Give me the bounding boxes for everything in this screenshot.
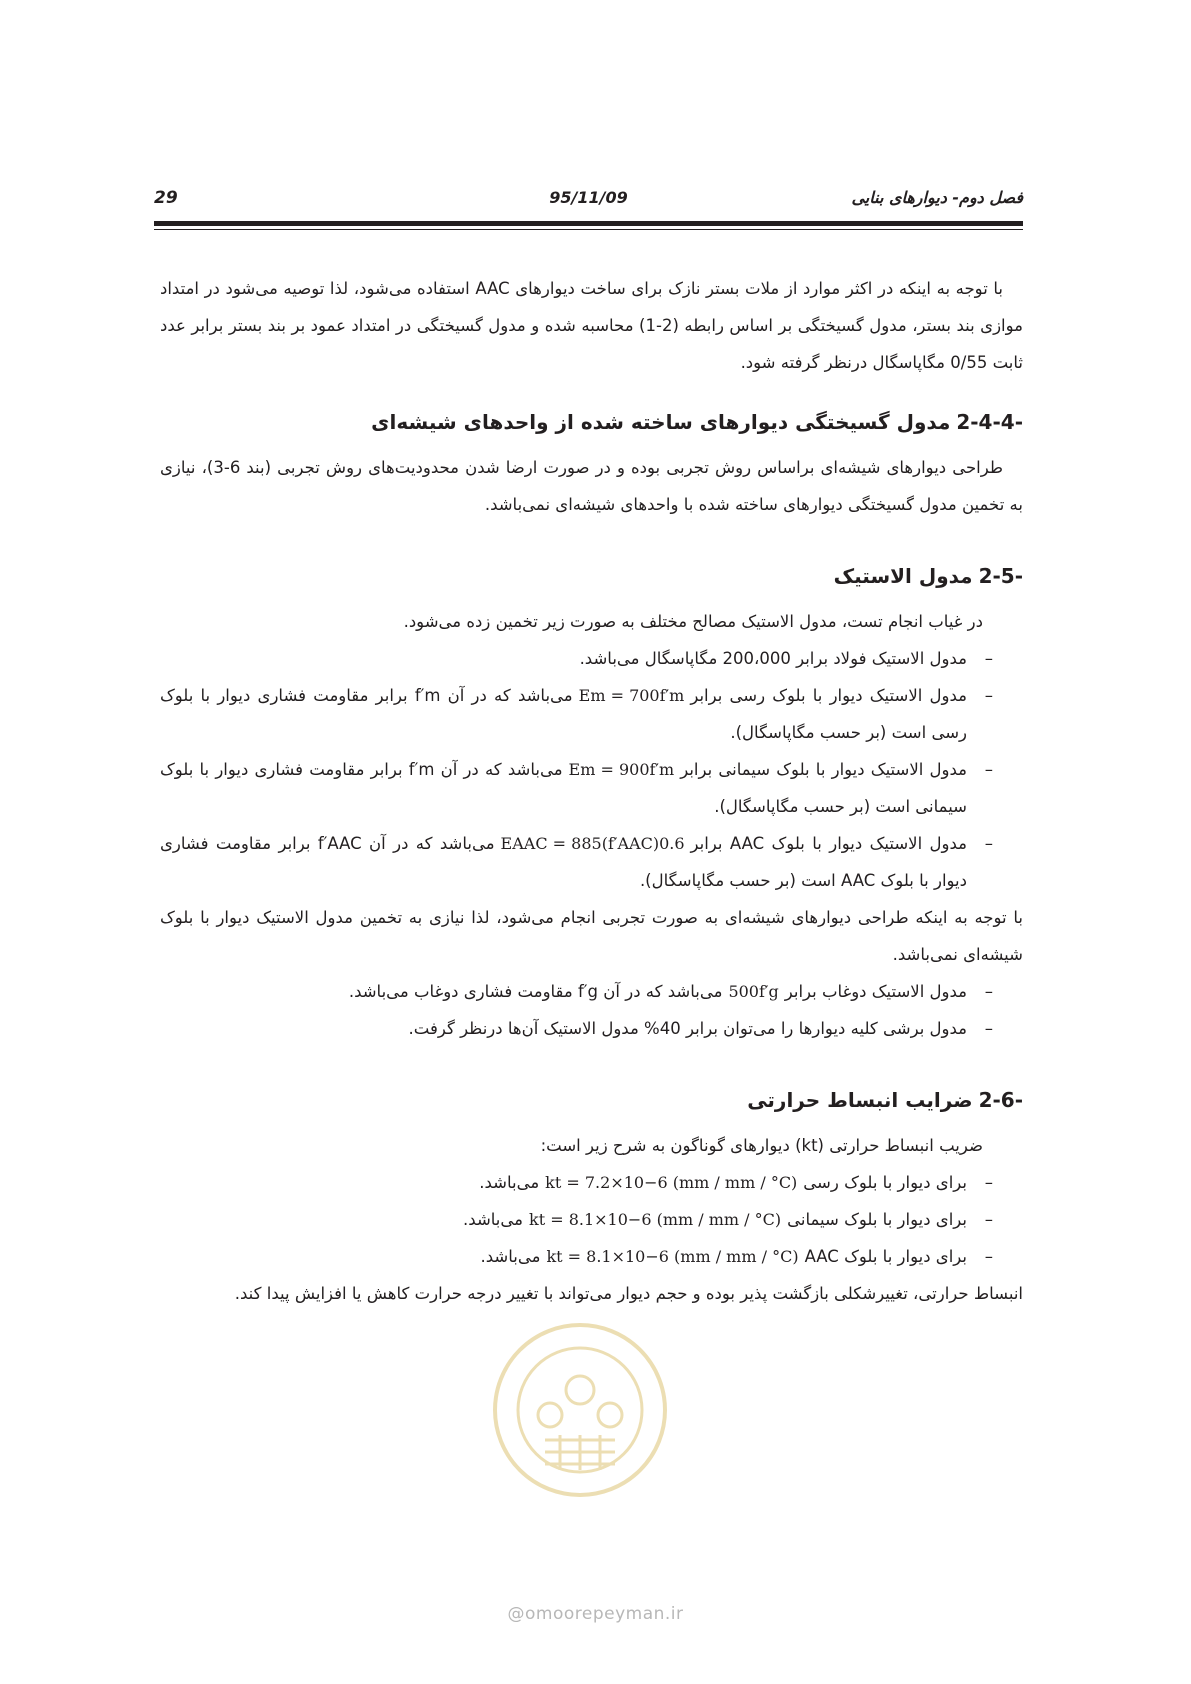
page-number: 29 xyxy=(154,188,178,208)
section-number: 2-5- xyxy=(978,564,1023,588)
formula: Em = 900f′m xyxy=(568,760,675,779)
thermal-closing: انبساط حرارتی، تغییرشکلی بازگشت پذیر بوده و حجم دیوار می‌تواند با تغییر درجه حرارت کاهش یا افزایش پیدا کند. xyxy=(234,1284,1023,1303)
section-title: مدول گسیختگی دیوارهای ساخته شده از واحدهای شیشه‌ای xyxy=(371,410,951,434)
header-rule xyxy=(154,221,1023,226)
formula: 500f′g xyxy=(728,982,779,1001)
section-title: مدول الاستیک xyxy=(833,564,973,588)
section-title: ضرایب انبساط حرارتی xyxy=(747,1088,973,1112)
list-item: – مدول الاستیک دیوار با بلوک AAC برابرEAAC = 885(f′AAC)0.6می‌باشد که در آن f′AAC برابر مقاومت فشاری دیوار با بلوک AAC است (بر حسب مگاپاسگال). xyxy=(160,825,993,899)
page-header xyxy=(154,188,1023,210)
glass-units-paragraph: طراحی دیوارهای شیشه‌ای براساس روش تجربی بوده و در صورت ارضا شدن محدودیت‌های روش تجربی (بند 6-3)، نیازی به تخمین مدول گسیختگی دیوارهای ساخته شده با واحدهای شیشه‌ای نمی‌باشد. xyxy=(160,458,1023,514)
header-date: 95/11/09 xyxy=(549,188,628,207)
formula: kt = 7.2×10−6 (mm / mm / °C) xyxy=(545,1173,798,1192)
thermal-intro: ضریب انبساط حرارتی (kt) دیوارهای گوناگون به شرح زیر است: xyxy=(540,1136,983,1155)
list-item: – مدول الاستیک دیوار با بلوک رسی برابرEm = 700f′mمی‌باشد که در آن f′m برابر مقاومت فشاری دیوار با بلوک رسی است (بر حسب مگاپاسگال). xyxy=(160,677,993,751)
section-heading-2-5 xyxy=(160,561,1023,591)
grout-shear-list xyxy=(160,973,1023,1047)
watermark-site: @omoorepeyman.ir xyxy=(507,1604,684,1624)
list-item: – مدول الاستیک فولاد برابر 200،000 مگاپاسگال می‌باشد. xyxy=(579,649,993,668)
formula: EAAC = 885(f′AAC)0.6 xyxy=(500,834,685,853)
list-item: – مدول الاستیک دیوار با بلوک سیمانی برابرEm = 900f′mمی‌باشد که در آن f′m برابر مقاومت فشاری دیوار با بلوک سیمانی است (بر حسب مگاپاسگال). xyxy=(160,751,993,825)
list-item: – برای دیوار با بلوک سیمانیkt = 8.1×10−6 (mm / mm / °C)می‌باشد. xyxy=(160,1201,993,1238)
section-number: 2-6- xyxy=(978,1088,1023,1112)
chapter-title: فصل دوم- دیوارهای بنایی xyxy=(851,188,1023,207)
header-rule-thin xyxy=(154,229,1023,230)
section-number: 2-4-4- xyxy=(956,410,1023,434)
formula: kt = 8.1×10−6 (mm / mm / °C) xyxy=(529,1210,782,1229)
intro-paragraph: با توجه به اینکه در اکثر موارد از ملات بستر نازک برای ساخت دیوارهای AAC استفاده می‌شود، لذا توصیه می‌شود در امتداد موازی بند بستر، مدول گسیختگی بر اساس رابطه (2-1) محاسبه شده و مدول گسیختگی در امتداد عمود بر بند بستر برابر عدد ثابت 0/55 مگاپاسگال درنظر گرفته شود. xyxy=(160,279,1024,372)
formula: kt = 8.1×10−6 (mm / mm / °C) xyxy=(546,1247,799,1266)
thermal-list xyxy=(160,1164,1023,1275)
list-item: – برای دیوار با بلوک رسیkt = 7.2×10−6 (mm / mm / °C)می‌باشد. xyxy=(160,1164,993,1201)
watermark-seal-icon xyxy=(490,1320,670,1500)
page-body xyxy=(160,270,1023,1312)
list-item: – مدول الاستیک دوغاب برابر500f′gمی‌باشد که در آن f′g مقاومت فشاری دوغاب می‌باشد. xyxy=(160,973,993,1010)
elastic-intro: در غیاب انجام تست، مدول الاستیک مصالح مختلف به صورت زیر تخمین زده می‌شود. xyxy=(403,612,983,631)
formula: Em = 700f′m xyxy=(578,686,685,705)
list-item: – مدول برشی کلیه دیوارها را می‌توان برابر 40% مدول الاستیک آن‌ها درنظر گرفت. xyxy=(408,1019,993,1038)
section-heading-2-4-4 xyxy=(160,407,1023,437)
list-item: – برای دیوار با بلوک AACkt = 8.1×10−6 (mm / mm / °C)می‌باشد. xyxy=(160,1238,993,1275)
glass-elastic-paragraph: با توجه به اینکه طراحی دیوارهای شیشه‌ای به صورت تجربی انجام می‌شود، لذا نیازی به تخمین مدول الاستیک دیوار با بلوک شیشه‌ای نمی‌باشد. xyxy=(160,908,1023,964)
section-heading-2-6 xyxy=(160,1085,1023,1115)
elastic-modulus-list xyxy=(160,640,1023,899)
